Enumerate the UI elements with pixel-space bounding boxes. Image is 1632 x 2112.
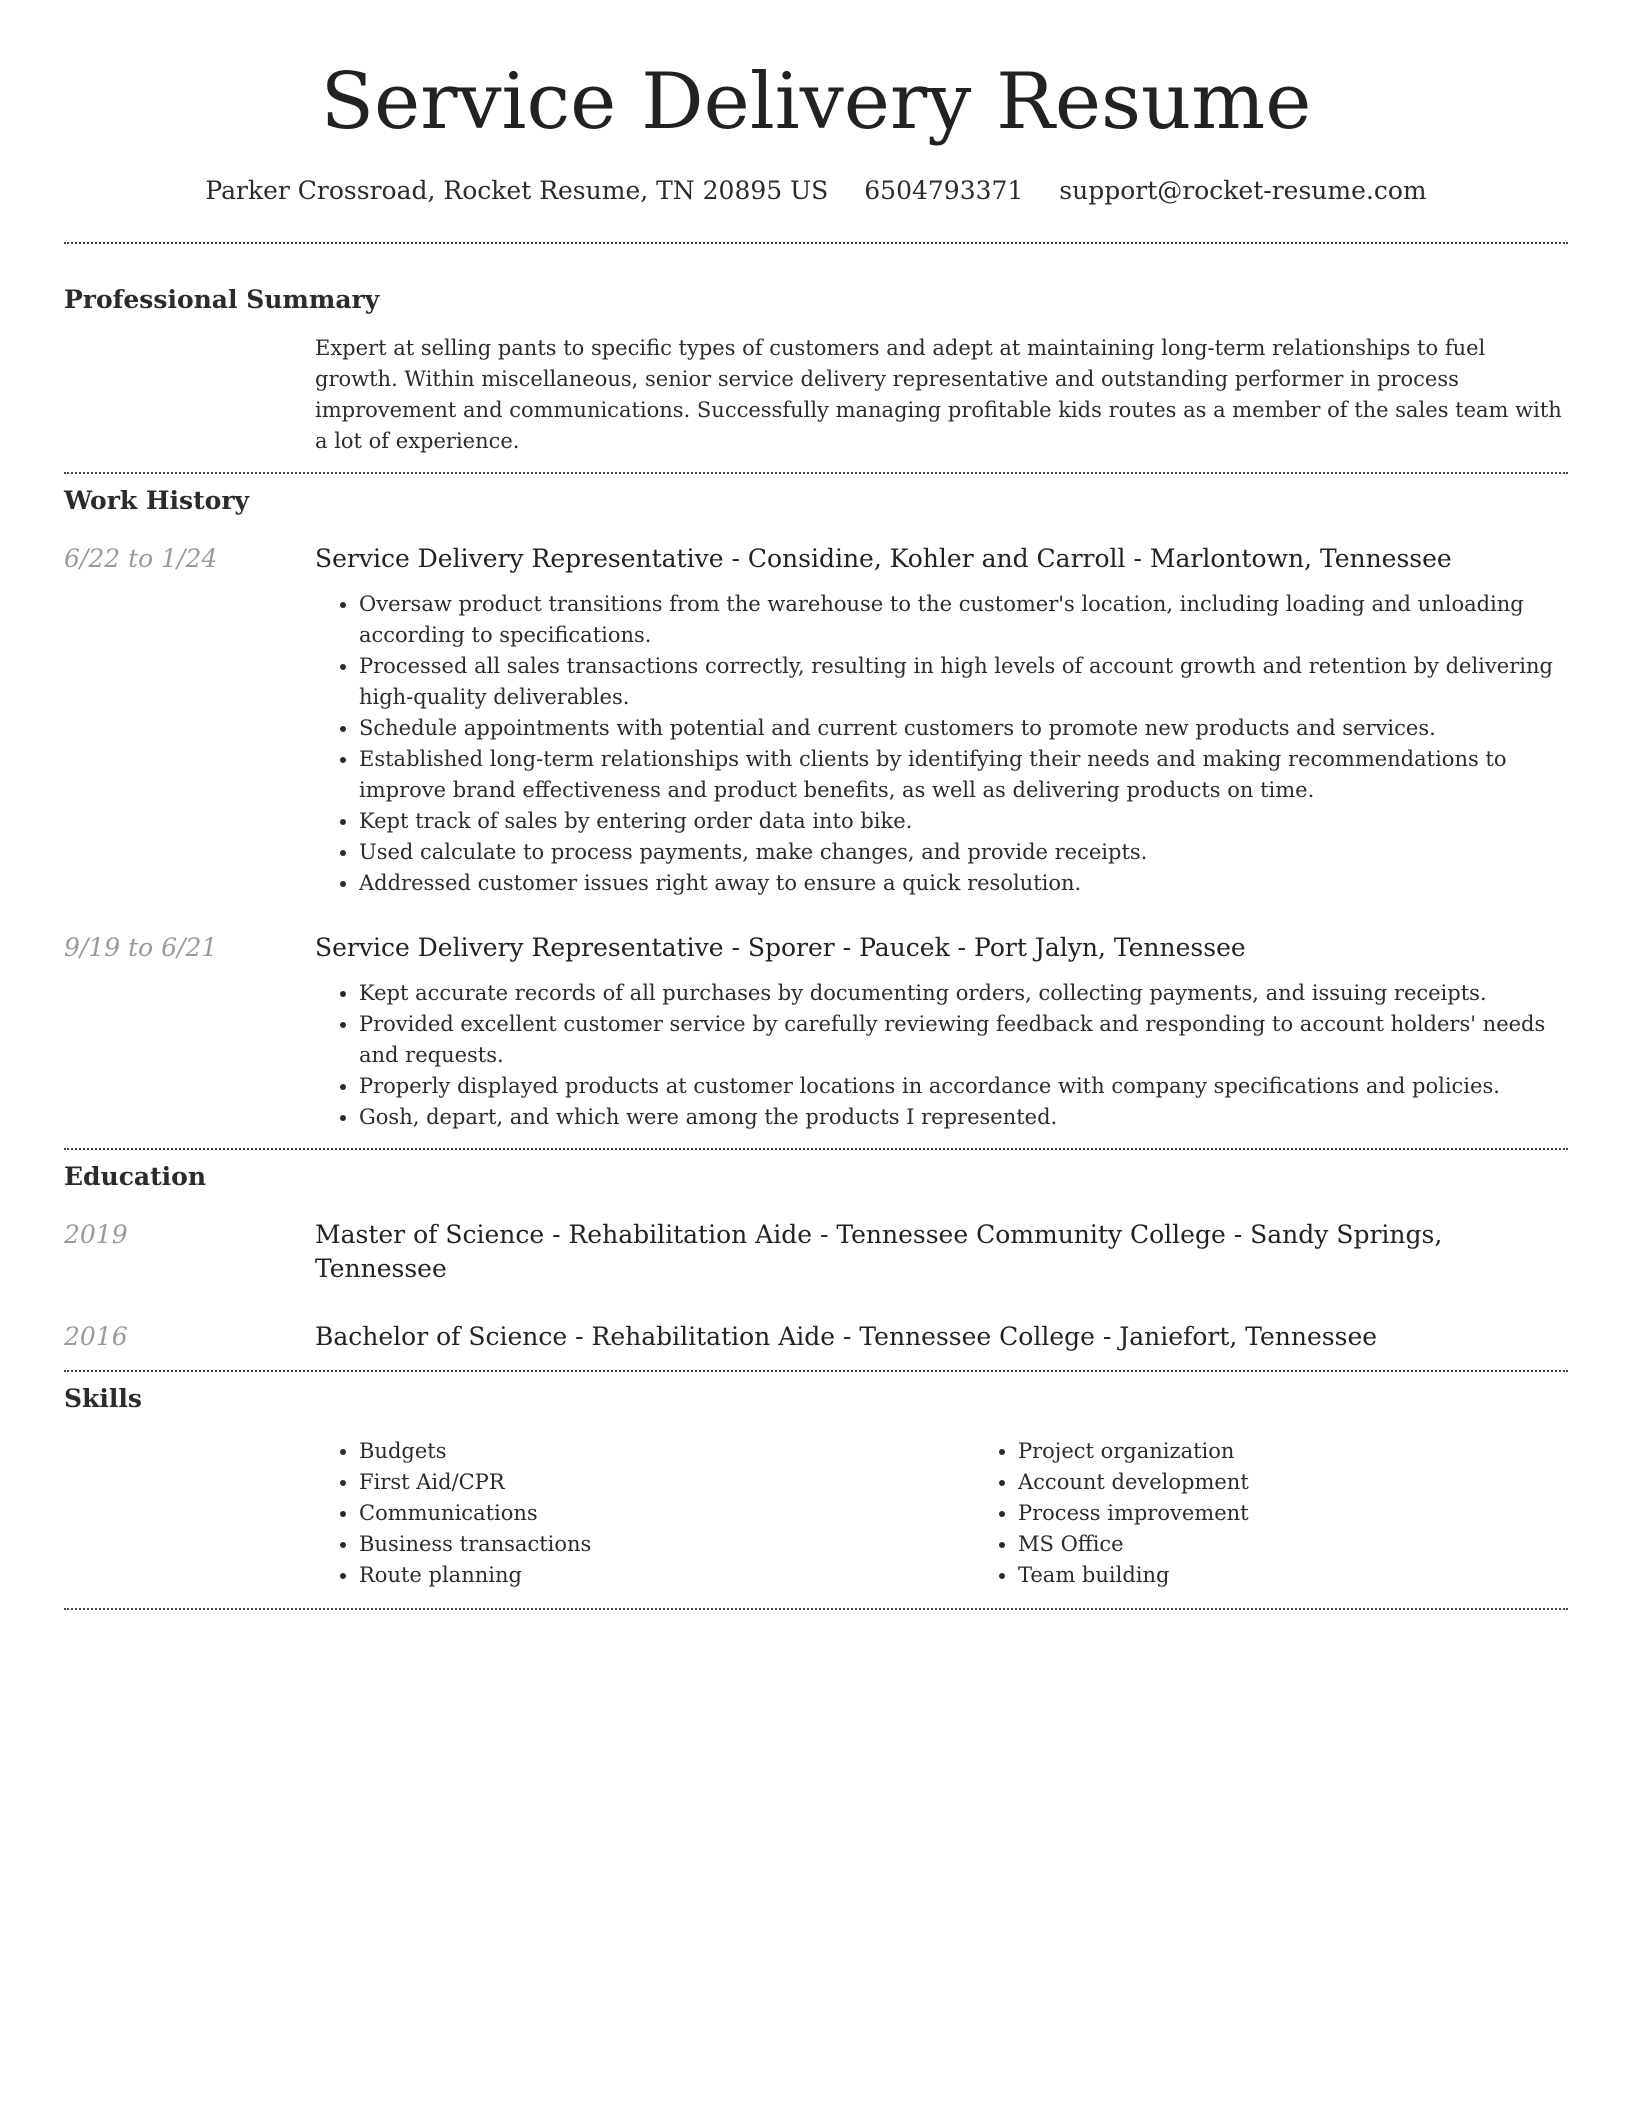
skill-item: • MS Office bbox=[1018, 1529, 1632, 1560]
summary-heading: Professional Summary bbox=[64, 285, 380, 314]
skills-divider bbox=[64, 1608, 1568, 1610]
education-degree: Bachelor of Science - Rehabilitation Aide - Tennessee College - Janiefort, Tennessee bbox=[315, 1322, 1378, 1351]
job-title: Service Delivery Representative - Sporer - Paucek - Port Jalyn, Tennessee bbox=[315, 933, 1246, 962]
education-degree: Master of Science - Rehabilitation Aide - Tennessee Community College - Sandy Springs, Tennessee bbox=[315, 1220, 1443, 1283]
job-dates: 9/19 to 6/21 bbox=[64, 933, 218, 962]
job-entry bbox=[64, 931, 1568, 1133]
skill-item: • First Aid/CPR bbox=[359, 1467, 974, 1498]
skills-list-left bbox=[315, 1436, 974, 1591]
skill-item: • Communications bbox=[359, 1498, 974, 1529]
work-history-section bbox=[64, 484, 1568, 1133]
resume-page bbox=[64, 0, 1568, 1610]
job-duty: • Kept track of sales by entering order data into bike. bbox=[359, 806, 1568, 837]
header-divider bbox=[64, 242, 1568, 244]
skills-section bbox=[64, 1382, 1568, 1591]
education-heading: Education bbox=[64, 1162, 207, 1191]
skill-item: • Route planning bbox=[359, 1560, 974, 1591]
education-entry bbox=[64, 1218, 1568, 1286]
education-year: 2016 bbox=[64, 1322, 128, 1351]
phone-number: 6504793371 bbox=[864, 176, 1024, 205]
skill-item: • Team building bbox=[1018, 1560, 1632, 1591]
job-duty: • Oversaw product transitions from the warehouse to the customer's location, including loading and unloading according to specifications. bbox=[359, 589, 1568, 651]
education-year: 2019 bbox=[64, 1220, 128, 1249]
job-duty: • Kept accurate records of all purchases by documenting orders, collecting payments, and issuing receipts. bbox=[359, 978, 1568, 1009]
job-duty: • Addressed customer issues right away to ensure a quick resolution. bbox=[359, 868, 1568, 899]
skill-item: • Project organization bbox=[1018, 1436, 1632, 1467]
summary-divider bbox=[64, 472, 1568, 474]
job-duties-list bbox=[315, 589, 1568, 899]
contact-info bbox=[64, 174, 1568, 208]
address: Parker Crossroad, Rocket Resume, TN 20895 US bbox=[205, 176, 829, 205]
skill-item: • Budgets bbox=[359, 1436, 974, 1467]
summary-text: Expert at selling pants to specific types of customers and adept at maintaining long-term relationships to fuel growth. Within miscellaneous, senior service delivery representative and outstanding performer in process improvement and communications. Successfully managing profitable kids routes as a member of the sales team with a lot of experience. bbox=[315, 336, 1562, 453]
job-dates: 6/22 to 1/24 bbox=[64, 544, 218, 573]
education-entry bbox=[64, 1320, 1568, 1354]
education-section bbox=[64, 1160, 1568, 1354]
job-duty: • Properly displayed products at customer locations in accordance with company specifications and policies. bbox=[359, 1071, 1568, 1102]
job-duty: • Processed all sales transactions correctly, resulting in high levels of account growth and retention by delivering high-quality deliverables. bbox=[359, 651, 1568, 713]
skills-list-right bbox=[974, 1436, 1632, 1591]
work-history-divider bbox=[64, 1148, 1568, 1150]
job-duty: • Provided excellent customer service by carefully reviewing feedback and responding to account holders' needs and requests. bbox=[359, 1009, 1568, 1071]
job-duty: • Established long-term relationships with clients by identifying their needs and making recommendations to improve brand effectiveness and product benefits, as well as delivering products on time. bbox=[359, 744, 1568, 806]
skill-item: • Process improvement bbox=[1018, 1498, 1632, 1529]
email-address: support@rocket-resume.com bbox=[1059, 176, 1427, 205]
work-history-heading: Work History bbox=[64, 486, 250, 515]
job-duty: • Gosh, depart, and which were among the products I represented. bbox=[359, 1102, 1568, 1133]
skills-heading: Skills bbox=[64, 1384, 142, 1413]
skill-item: • Account development bbox=[1018, 1467, 1632, 1498]
job-duty: • Used calculate to process payments, make changes, and provide receipts. bbox=[359, 837, 1568, 868]
job-duties-list bbox=[315, 978, 1568, 1133]
summary-section bbox=[64, 283, 1568, 457]
job-entry bbox=[64, 542, 1568, 899]
job-duty: • Schedule appointments with potential and current customers to promote new products and services. bbox=[359, 713, 1568, 744]
skill-item: • Business transactions bbox=[359, 1529, 974, 1560]
job-title: Service Delivery Representative - Considine, Kohler and Carroll - Marlontown, Tennessee bbox=[315, 544, 1452, 573]
resume-title: Service Delivery Resume bbox=[320, 57, 1312, 147]
education-divider bbox=[64, 1370, 1568, 1372]
